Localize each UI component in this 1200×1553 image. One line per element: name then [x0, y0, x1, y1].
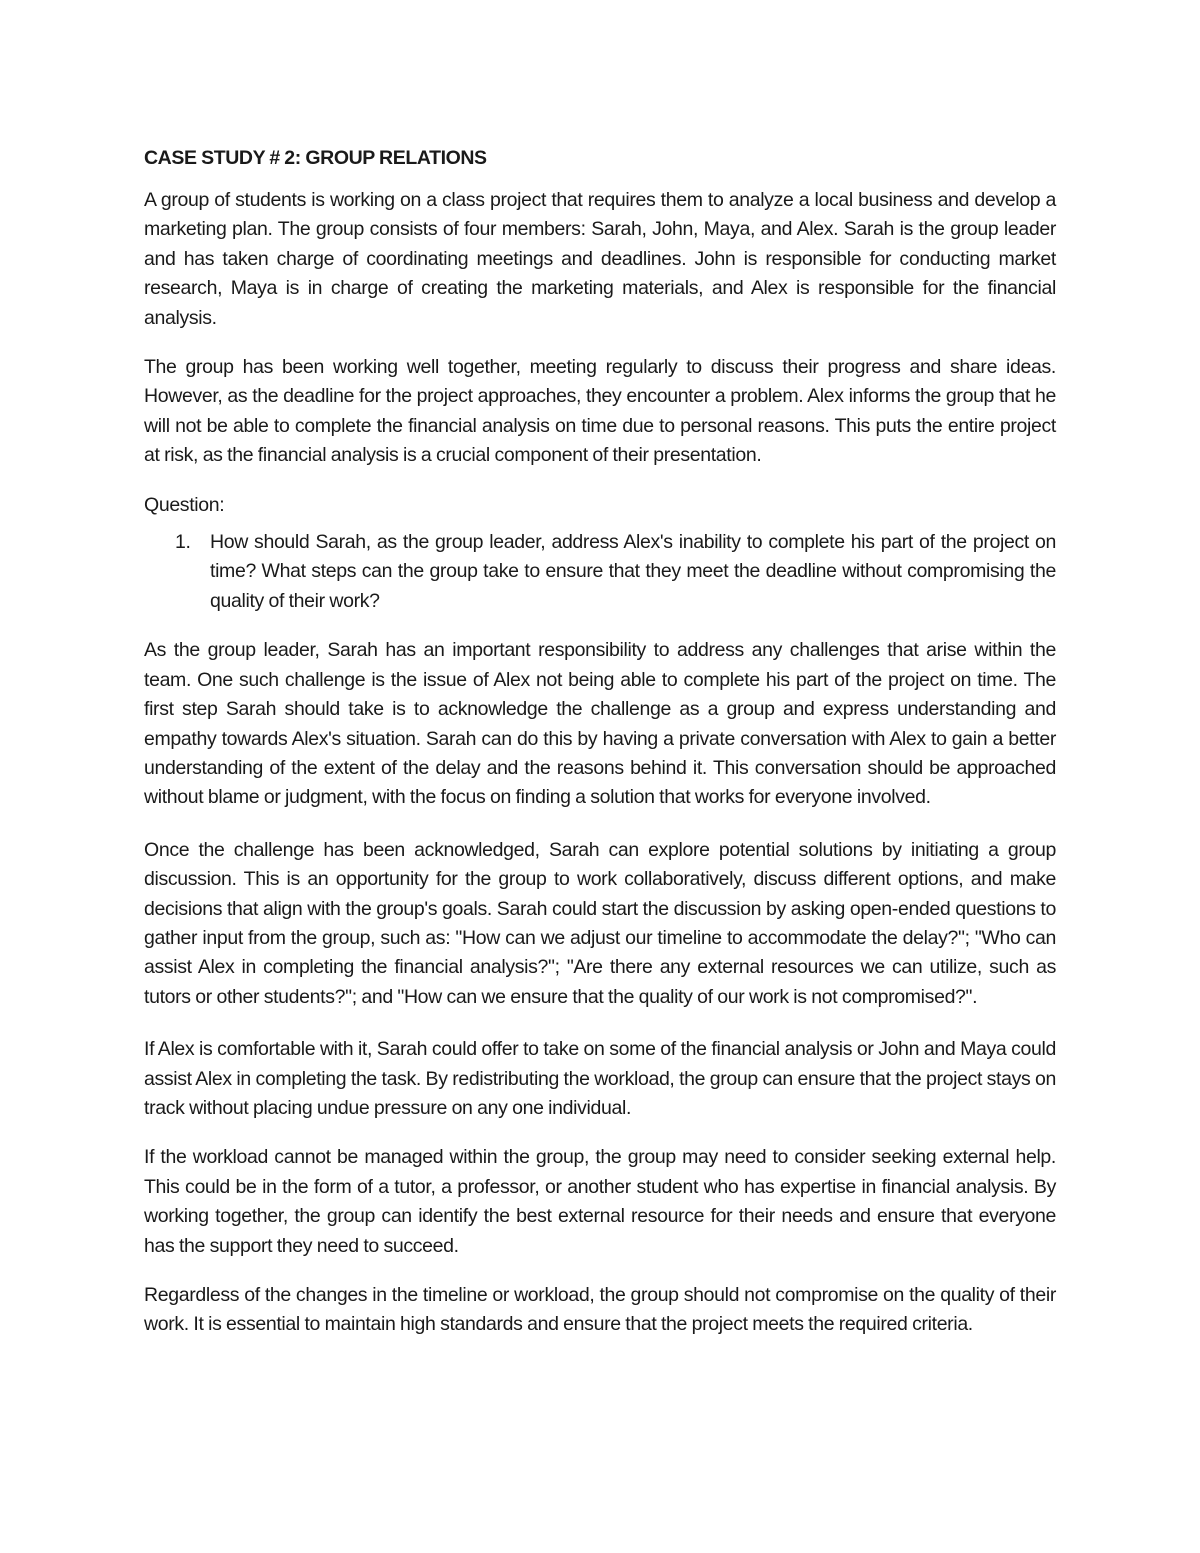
document-body: [144, 144, 1056, 1360]
question-list: [144, 528, 1056, 616]
intro-paragraph-2: The group has been working well together, meeting regularly to discuss their progress and share ideas. However, as the deadline for the project approaches, they encounter a problem. Alex informs the group that he will not be able to complete the financial analysis on time due to personal reasons. This puts the entire project at risk, as the financial analysis is a crucial component of their presentation.: [144, 356, 1056, 467]
question-text: How should Sarah, as the group leader, address Alex's inability to complete his part of the project on time? What steps can the group take to ensure that they meet the deadline without compromising the quality of their work?: [210, 531, 1056, 612]
question-item: [144, 528, 1056, 616]
question-heading: Question:: [144, 493, 225, 516]
answer-paragraph-1: As the group leader, Sarah has an important responsibility to address any challenges that arise within the team. One such challenge is the issue of Alex not being able to complete his part of the project on time. The first step Sarah should take is to acknowledge the challenge as a group and express understanding and empathy towards Alex's situation. Sarah can do this by having a private conversation with Alex to gain a better understanding of the extent of the delay and the reasons behind it. This conversation should be approached without blame or judgment, with the focus on finding a solution that works for everyone involved.: [144, 639, 1056, 809]
question-number: 1.: [175, 531, 191, 554]
answer-paragraph-4: If the workload cannot be managed within the group, the group may need to consider seeking external help. This could be in the form of a tutor, a professor, or another student who has expertise in financial analysis. By working together, the group can identify the best external resource for their needs and ensure that everyone has the support they need to succeed.: [144, 1146, 1056, 1257]
answer-paragraph-2: Once the challenge has been acknowledged, Sarah can explore potential solutions by initiating a group discussion. This is an opportunity for the group to work collaboratively, discuss different options, and make decisions that align with the group's goals. Sarah could start the discussion by asking open-ended questions to gather input from the group, such as: "How can we adjust our timeline to accommodate the delay?"; "Who can assist Alex in completing the financial analysis?"; "Are there any external resources we can utilize, such as tutors or other students?"; and "How can we ensure that the quality of our work is not compromised?".: [144, 838, 1056, 1008]
document-title: CASE STUDY # 2: GROUP RELATIONS: [144, 147, 487, 169]
answer-paragraph-5: Regardless of the changes in the timeline or workload, the group should not compromise on the quality of their work. It is essential to maintain high standards and ensure that the project meets the required criteria.: [144, 1284, 1056, 1336]
answer-paragraph-3: If Alex is comfortable with it, Sarah could offer to take on some of the financial analysis or John and Maya could assist Alex in completing the task. By redistributing the workload, the group can ensure that the project stays on track without placing undue pressure on any one individual.: [144, 1038, 1056, 1119]
intro-paragraph-1: A group of students is working on a class project that requires them to analyze a local business and develop a marketing plan. The group consists of four members: Sarah, John, Maya, and Alex. Sarah is the group leader and has taken charge of coordinating meetings and deadlines. John is responsible for conducting market research, Maya is in charge of creating the marketing materials, and Alex is responsible for the financial analysis.: [144, 189, 1056, 329]
